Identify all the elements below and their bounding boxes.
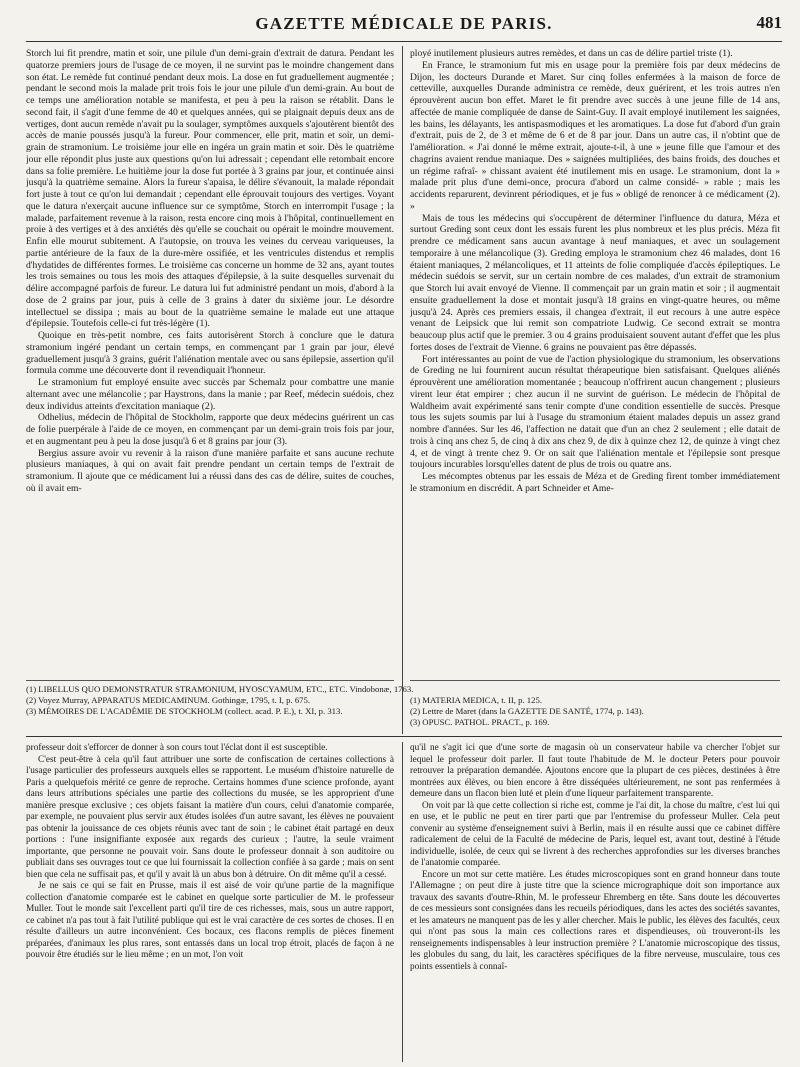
- section-divider: [26, 736, 782, 737]
- paragraph: Le stramonium fut employé ensuite avec succès par Schemalz pour combattre une manie alternant avec une mélancolie ; par Haystrons, dans la manie ; par Reef, médecin suédois, chez deux individus atteints d'excitation maniaque (2).: [26, 377, 394, 412]
- paragraph: Storch lui fit prendre, matin et soir, une pilule d'un demi-grain d'extrait de datura. Pendant les quatorze premiers jours de l'usage de ce moyen, il ne survint pas le moindre changement dans son état. Le remède fut continué pendant deux mois. La dose en fut graduellement augmentée ; pendant le second mois la malade prit trois fois le jour une pilule d'un demi-grain. Au bout de ce temps une amélioration notable se manifesta, et peu à peu la raison se rétablit. Dans le second fait, il s'agit d'une femme de 40 et quelques années, qui se plaignait depuis deux ans de vertiges, dont aucun remède n'avait pu la soulager, symptômes auxquels s'ajoutèrent bientôt des accès de manie poussés jusqu'à la fureur. Pour commencer, elle prit, matin et soir, un demi-grain de stramonium. Le troisième jour elle en ingéra un grain matin et soir. Dès le quatrième jour elle répondit plus juste aux questions qu'on lui adressait ; cependant elle retombait encore dans sa folie première. Le huitième jour la dose fut portée à 3 grains par jour, et continuée ainsi jusqu'à la quatrième semaine. Alors la fureur s'apaisa, le délire s'évanouit, la malade répondait fort juste à tout ce qu'on lui demandait ; cependant elle éprouvait toujours des vertiges. Voyant que le datura n'exerçait aucune influence sur ce symptôme, Storch en interrompit l'usage ; la malade, parfaitement revenue à la raison, resta encore cinq mois à l'hôpital, continuellement en proie à des vertiges et à des anxiétés dès qu'elle se couchait ou opérait le moindre mouvement. Enfin elle mourut subitement. A l'autopsie, on trouva les veines du cerveau variqueuses, la partie antérieure de la faux de la dure-mère ossifiée, et les ventricules distendus et remplis d'hydatides de différentes formes. Le troisième cas concerne un homme de 32 ans, ayant toutes les trois semaines ou tous les mois des attaques d'épilepsie, à la suite desquelles survenait du délire accompagné parfois de fureur. Le datura lui fut administré pendant un mois, d'abord à la dose de 2 grains par jour, puis à celle de 3 grains à dater du sixième jour. Le désordre intellectuel se dissipa ; mais au bout de la quatrième semaine le malade eut une attaque d'épilepsie. Toutefois celle-ci fut très-légère (1).: [26, 48, 394, 330]
- article-column-left: [26, 48, 394, 675]
- footnote: (2) Voyez Murray, APPARATUS MEDICAMINUM. Gothingæ, 1795, t. I, p. 675.: [26, 694, 311, 705]
- footnote: (1) MATERIA MEDICA, t. II, p. 125.: [410, 695, 542, 705]
- paragraph: Je ne sais ce qui se fait en Prusse, mais il est aisé de voir qu'une partie de la magnifique collection d'anatomie comparée est le cabinet en quelque sorte particulier de M. le professeur Muller. Tout le monde sait l'excellent parti qu'il tire de ces richesses, mais, sous un autre rapport, ce cabinet n'a pas tout à fait l'utilité publique qui est le vrai caractère de ces sortes de choses. Il en résulte d'ailleurs un autre inconvénient. Ces bocaux, ces flacons remplis de pièces finement préparées, d'animaux les plus rares, sont entassés dans un local trop étroit, placés de façon à ne pouvoir être étudiés sur le lieu même ; en un mot, l'on voit: [26, 881, 394, 960]
- journal-title: GAZETTE MÉDICALE DE PARIS.: [255, 14, 553, 33]
- paragraph: On voit par là que cette collection si riche est, comme je l'ai dit, la chose du maître, c'est lui qui en use, et le public ne peut en tirer parti que par l'entremise du professeur Muller. Cela peut convenir au système d'enseignement suivi à Berlin, mais il en résulte aussi que ce cabinet diffère radicalement de celui de la Faculté de médecine de Paris, lequel est, avant tout, destiné à l'étude individuelle, isolée, de ceux qui se livrent à des recherches approfondies sur les diverses branches de l'anatomie comparée.: [410, 800, 780, 868]
- feuilleton-column-right: [410, 743, 780, 1061]
- footnotes-left: [26, 684, 414, 717]
- paragraph: En France, le stramonium fut mis en usage pour la première fois par deux médecins de Dijon, les docteurs Durande et Maret. Sur cinq folles enfermées à la maison de force de cetteville, auxquelles Durande administra ce remède, deux guérirent, et les trois autres n'en éprouvèrent aucun bon effet. Maret le fit prendre avec succès à une jeune fille de 14 ans, affectée de manie compliquée de danse de Saint-Guy. Il avait employé inutilement les saignées, les bains, les délayants, les antispasmodiques et les aromatiques. La dose fut d'abord d'un grain d'extrait, puis de 2, de 3 et même de 6 et de 8 par jour. Dans un autre cas, il n'obtint que de l'amélioration. « J'ai donné le même extrait, ajoute-t-il, à une » jeune fille que l'amour et des chagrins avaient rendue maniaque. Des » saignées multipliées, des bains froids, des douches et un régime rafraî- » chissant avaient été inutilement mis en usage. Le stramonium, dont la » malade prit plus d'une demi-once, procura d'abord un calme considé- » rable ; mais les accidents reparurent, devinrent périodiques, et je fus » obligé de renoncer à ce médicament (2). »: [410, 59, 780, 212]
- paragraph: ployé inutilement plusieurs autres remèdes, et dans un cas de délire partiel triste (1).: [410, 48, 733, 59]
- footnote: (2) Lettre de Maret (dans la GAZETTE DE SANTÉ, 1774, p. 143).: [410, 705, 644, 716]
- page-number: 481: [756, 13, 782, 32]
- header-rule: [26, 41, 782, 42]
- paragraph: professeur doit s'efforcer de donner à son cours tout l'éclat dont il est susceptible.: [26, 743, 328, 753]
- footnote-rule-right: [410, 680, 780, 681]
- footnote: (3) OPUSC. PATHOL. PRACT., p. 169.: [410, 716, 550, 727]
- footnote-rule-left: [26, 680, 394, 681]
- column-divider-top: [402, 46, 403, 734]
- page-header: [26, 14, 782, 42]
- paragraph: Odhelius, médecin de l'hôpital de Stockholm, rapporte que deux médecins guérirent un cas de folie puerpérale à l'aide de ce moyen, en commençant par un demi-grain trois fois par jour, et en augmentant peu à peu la dose jusqu'à 6 et 8 grains par jour (3).: [26, 412, 394, 447]
- paragraph: Mais de tous les médecins qui s'occupèrent de déterminer l'influence du datura, Méza et surtout Greding sont ceux dont les essais furent les plus nombreux et les plus précis. Méza fit prendre ce médicament sans aucun avantage à neuf maniaques, et avec un soulagement temporaire à une mélancolique (3). Greding employa le stramonium chez 46 malades, dont 16 étaient maniaques, 2 mélancoliques, et 11 atteints de folie compliquée d'accès épileptiques. Le médecin suédois se servit, sur un certain nombre de ces malades, d'un extrait de stramonium que Storch lui avait envoyé de Vienne. Il commençait par un grain matin et soir ; il augmentait ensuite graduellement la dose et montait jusqu'à 18 grains en vingt-quatre heures, ou même jusqu'à 24. Après ces premiers essais, il changea d'extrait, il eut recours à une autre espèce venant de Leipsick que lui remit son compatriote Ludwig. Ce second extrait se montra beaucoup plus actif que le premier. 3 ou 4 grains produisaient souvent autant d'effet que les plus fortes doses de l'extrait de Vienne. 6 grains ne pouvaient pas être dépassés.: [410, 212, 780, 353]
- column-divider-bottom: [402, 742, 403, 1062]
- paragraph: qu'il ne s'agit ici que d'une sorte de magasin où un conservateur habile va chercher l'objet sur lequel le professeur doit parler. Il faut toute l'habitude de M. le docteur Peters pour pouvoir retrouver la préparation demandée. Ajoutons encore que la plupart de ces pièces, destinées à être montrées aux élèves, ou bien encore à être disséquées ultérieurement, ne sont pas renfermées à demeure dans un flacon bien luté et plein d'une liqueur parfaitement transparente.: [410, 743, 780, 799]
- footnotes-right: [410, 695, 780, 728]
- footnote: (3) MÉMOIRES DE L'ACADÉMIE DE STOCKHOLM (collect. acad. P. E.), t. XI, p. 313.: [26, 705, 343, 716]
- paragraph: Bergius assure avoir vu revenir à la raison d'une manière parfaite et sans aucune rechute plusieurs maniaques, à qui on avait fait prendre pendant un certain temps de l'extrait de stramonium. Il ajoute que ce médicament lui a réussi dans des cas de délire, suites de couches, où il avait em-: [26, 447, 394, 494]
- paragraph: Fort intéressantes au point de vue de l'action physiologique du stramonium, les observations de Greding ne lui fournirent aucun résultat thérapeutique bien satisfaisant. Quelques aliénés éprouvèrent une amélioration momentanée ; beaucoup n'offrirent aucun changement ; plusieurs virent leur état empirer ; chez aucun il ne survint de guérison. Le médecin de l'hôpital de Waldheim avait expérimenté sans tenir compte d'une condition essentielle de succès. Presque tous les sujets soumis par lui à l'usage du stramonium étaient malades depuis un assez grand nombre d'années. Sur les 46, l'affection ne datait que d'un an chez 2 seulement ; elle datait de trois à cinq ans chez 5, de cinq à dix ans chez 9, de dix à quinze chez 12, de quinze à vingt chez 4, et de vingt à trente chez 9. Or on sait que l'aliénation mentale et l'épilepsie sont presque toujours incurables lorsqu'elles datent de plus de trois ou quatre ans.: [410, 353, 780, 471]
- paragraph: Les mécomptes obtenus par les essais de Méza et de Greding firent tomber immédiatement le stramonium en discrédit. A part Schneider et Ame-: [410, 471, 780, 494]
- paragraph: Encore un mot sur cette matière. Les études microscopiques sont en grand honneur dans toute l'Allemagne ; on peut dire à juste titre que la science micrographique doit son importance aux travaux des savants d'outre-Rhin, M. le professeur Ehremberg en tête. Sans doute les découvertes de ces messieurs sont consignées dans les recueils périodiques, dans les actes des sociétés savantes, et les amateurs ne manquent pas de les y aller chercher. Mais le public, les élèves des facultés, ceux qui n'ont pas sous la main ces collections rares et dispendieuses, où trouveront-ils les renseignements indispensables à leur instruction première ? L'anatomie microscopique des tissus, les globules du sang, du lait, les caractères spécifiques de la fibre nerveuse, musculaire, tous ces points essentiels à connaî-: [410, 869, 780, 972]
- article-column-right: [410, 48, 780, 675]
- paragraph: C'est peut-être à cela qu'il faut attribuer une sorte de confiscation de certaines collections à l'usage particulier des professeurs auxquels elles se rapportent. Le muséum d'histoire naturelle de Paris a quelquefois mérité ce genre de reproche. Certains hommes d'une science profonde, ayant dans leurs attributions spéciales une partie des collections du musée, se les approprient d'une manière presque exclusive ; ces objets faisant la matière d'un cours, celui d'anatomie comparée, par exemple, ne pouvaient plus servir aux études isolées d'un autre savant, les élèves ne pouvaient pas obtenir la jouissance de ces objets réunis avec tant de soin ; le cabinet était partagé en deux portions : l'une insignifiante exposée aux regards des curieux ; l'autre, la seule vraiment importante, que personne ne pouvait voir. Sans doute le professeur donnait à son auditoire ou publiait dans ses ouvrages tout ce que lui fournissait la collection confiée à sa garde ; mais on sent bien que cela ne suffisait pas, et qu'il y avait là un abus bon à détruire. On dit même qu'il a cessé.: [26, 754, 394, 880]
- footnote: (1) LIBELLUS QUO DEMONSTRATUR STRAMONIUM, HYOSCYAMUM, ETC., ETC. Vindobonæ, 1763.: [26, 684, 414, 694]
- paragraph: Quoique en très-petit nombre, ces faits autorisèrent Storch à conclure que le datura stramonium ingéré pendant un certain temps, en commençant par 1 grain par jour, élevé graduellement jusqu'à 3 grains, guérit l'aliénation mentale avec ou sans épilepsie, assertion qu'il formula comme une découverte dont il revendiquait l'honneur.: [26, 330, 394, 377]
- feuilleton-column-left: [26, 743, 394, 1061]
